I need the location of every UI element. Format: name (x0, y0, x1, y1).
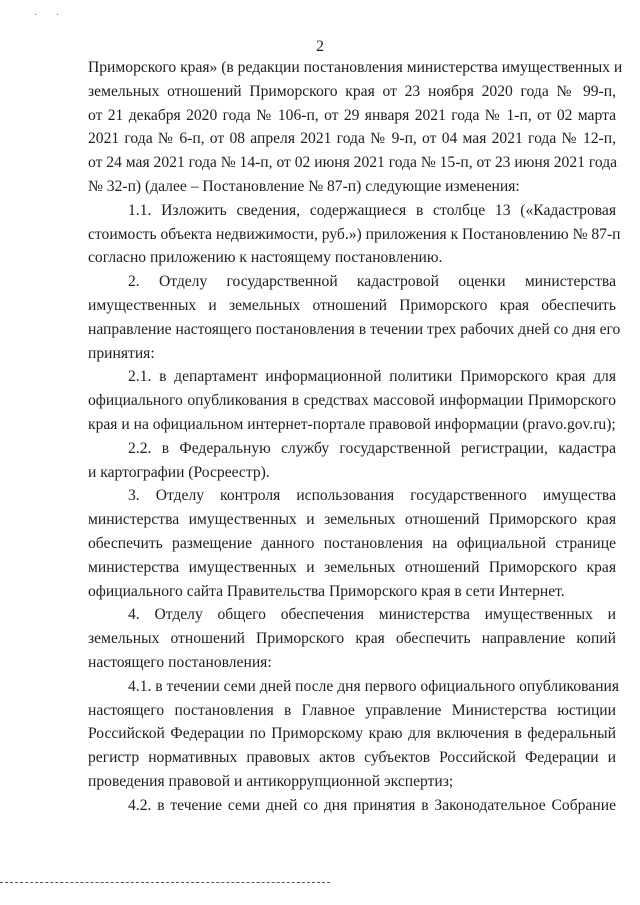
text-line: принятия: (88, 344, 155, 362)
text-line: 2. Отделу государственной кадастровой оценки министерства (128, 273, 616, 291)
text-line: 2.2. в Федеральную службу государственной регистрации, кадастра (128, 439, 616, 457)
text-line: официального опубликования в средствах массовой информации Приморского (88, 392, 616, 410)
text-line: имущественных и земельных отношений Приморского края обеспечить (88, 296, 616, 314)
text-line: обеспечить размещение данного постановления на официальной странице (88, 534, 616, 552)
text-line: согласно приложению к настоящему постановлению. (88, 249, 443, 267)
text-line: министерства имущественных и земельных отношений Приморского края (88, 511, 616, 529)
text-line: 4.1. в течении семи дней после дня первого официального опубликования (128, 677, 620, 695)
text-line: № 32-п) (далее – Постановление № 87-п) следующие изменения: (88, 177, 520, 195)
text-line: проведения правовой и антикоррупционной экспертиз; (88, 772, 454, 790)
text-line: стоимость объекта недвижимости, руб.») приложения к Постановлению № 87-п (88, 225, 621, 243)
text-line: министерства имущественных и земельных отношений Приморского края (88, 558, 616, 576)
scan-marks: · · (34, 10, 68, 21)
text-line: и картографии (Росреестр). (88, 463, 270, 481)
text-line: края и на официальном интернет-портале правовой информации (pravo.gov.ru); (88, 415, 616, 433)
text-line: 4.2. в течение семи дней со дня принятия в Законодательное Собрание (128, 796, 616, 814)
text-line: настоящего постановления в Главное управление Министерства юстиции (88, 701, 616, 719)
page-number: 2 (316, 38, 324, 55)
text-line: 4. Отделу общего обеспечения министерства имущественных и (128, 606, 616, 624)
text-line: от 21 декабря 2020 года № 106-п, от 29 января 2021 года № 1-п, от 02 марта (88, 106, 616, 124)
text-line: 3. Отделу контроля использования государственного имущества (128, 487, 616, 505)
text-line: Российской Федерации по Приморскому краю для включения в федеральный (88, 725, 616, 743)
text-line: Приморского края» (в редакции постановления министерства имущественных и (88, 59, 623, 76)
text-line: официального сайта Правительства Приморского края в сети Интернет. (88, 582, 565, 600)
text-line: 2021 года № 6-п, от 08 апреля 2021 года № 9-п, от 04 мая 2021 года № 12-п, (88, 130, 616, 148)
text-line: от 24 мая 2021 года № 14-п, от 02 июня 2021 года № 15-п, от 23 июня 2021 года (88, 154, 618, 172)
text-line: 2.1. в департамент информационной политики Приморского края для (128, 368, 616, 386)
text-line: земельных отношений Приморского края обеспечить направление копий (88, 630, 616, 648)
text-line: направление настоящего постановления в течении трех рабочих дней со дня его (88, 320, 621, 338)
document-body (88, 56, 623, 818)
text-line: земельных отношений Приморского края от 23 ноября 2020 года № 99-п, (88, 82, 616, 100)
text-line: регистр нормативных правовых актов субъектов Российской Федерации и (88, 749, 616, 767)
text-line: настоящего постановления: (88, 653, 272, 671)
text-line: 1.1. Изложить сведения, содержащиеся в столбце 13 («Кадастровая (128, 201, 616, 219)
footer-rule (0, 882, 330, 883)
